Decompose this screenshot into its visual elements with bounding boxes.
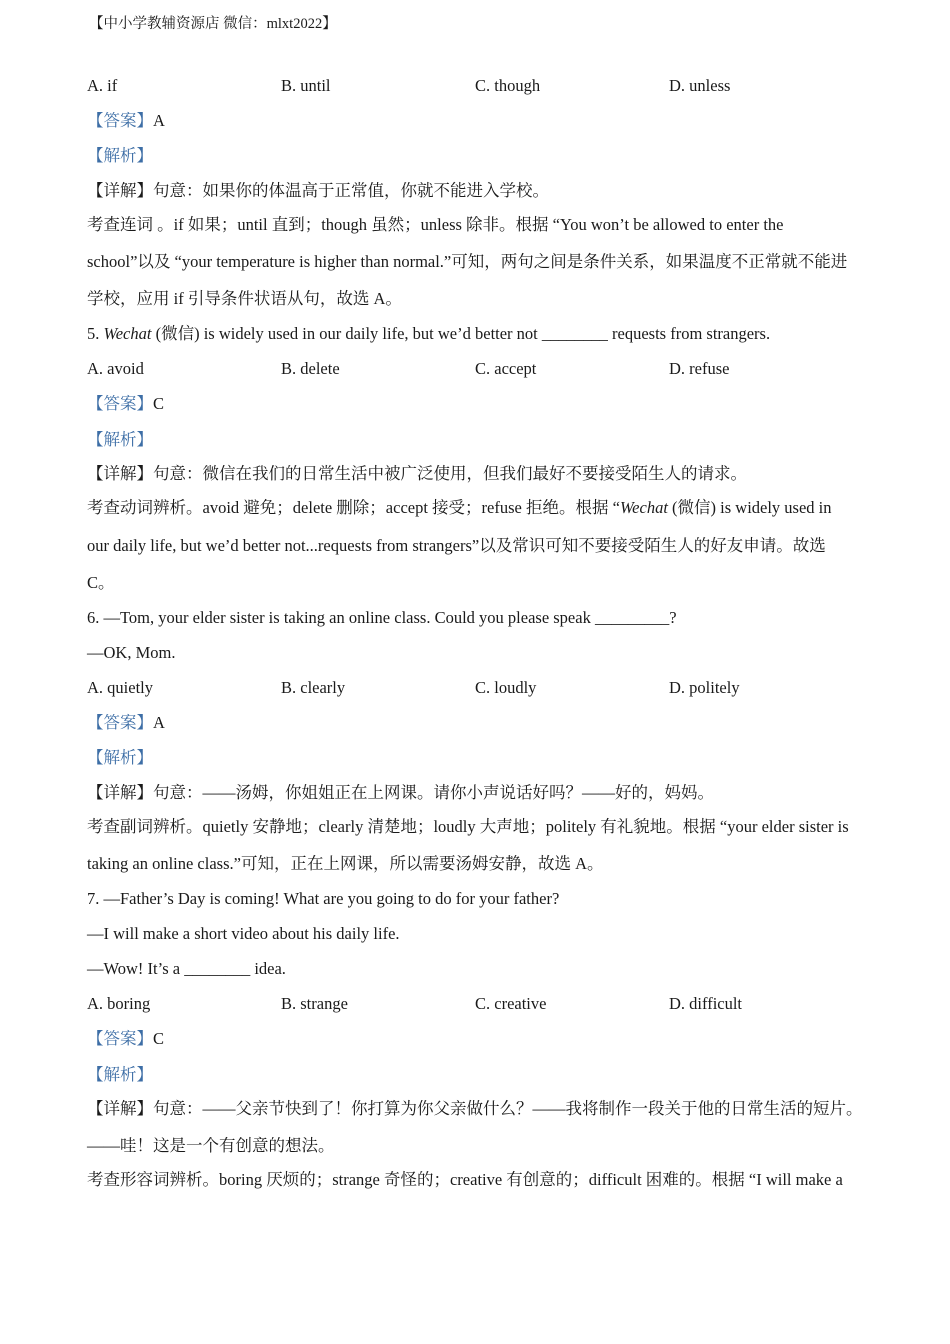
answer-value: C — [153, 394, 165, 413]
q6-option-a: A. quietly — [87, 678, 153, 697]
q7-analysis-tag: 【解析】 — [87, 1065, 153, 1084]
answer-value: A — [153, 111, 165, 130]
q7-dialog-line: —Wow! It’s a ________ idea. — [87, 959, 286, 978]
q5-option-d: D. refuse — [669, 359, 730, 378]
q4-answer — [87, 111, 165, 131]
q5-stem-text: (微信) is widely used in our daily life, but we’d better not ________ requests from strangers. — [151, 324, 771, 343]
q6-option-d: D. politely — [669, 678, 740, 697]
q7-option-b: B. strange — [281, 994, 348, 1013]
q4-detail — [87, 181, 549, 201]
answer-value: A — [153, 713, 165, 732]
q4-analysis-tag: 【解析】 — [87, 146, 153, 165]
q4-explain-line: 学校，应用 if 引导条件状语从句，故选 A。 — [87, 289, 402, 308]
q6-detail — [87, 783, 714, 803]
q6-reply: —OK, Mom. — [87, 643, 176, 662]
q5-explain-line: our daily life, but we’d better not...requests from strangers”以及常识可知不要接受陌生人的好友申请。故选 — [87, 536, 826, 555]
q4-option-b: B. until — [281, 76, 331, 95]
q5-explain-line: C。 — [87, 573, 115, 592]
q5-number: 5. — [87, 324, 104, 343]
detail-tag: 【详解】 — [87, 181, 153, 200]
detail-tag: 【详解】 — [87, 783, 153, 802]
q5-analysis-tag: 【解析】 — [87, 430, 153, 449]
q7-detail-continued: ——哇！这是一个有创意的想法。 — [87, 1136, 335, 1155]
q6-analysis-tag: 【解析】 — [87, 748, 153, 767]
answer-tag: 【答案】 — [87, 713, 153, 732]
q7-option-d: D. difficult — [669, 994, 743, 1013]
explain-italic: Wechat — [619, 498, 668, 517]
answer-tag: 【答案】 — [87, 394, 153, 413]
detail-tag: 【详解】 — [87, 1099, 153, 1118]
q4-explain-line: 考查连词 。if 如果；until 直到；though 虽然；unless 除非。根据 “You won’t be allowed to enter the — [87, 215, 784, 234]
q7-stem: 7. —Father’s Day is coming! What are you going to do for your father? — [87, 889, 560, 908]
q7-answer — [87, 1029, 164, 1049]
explain-text: (微信) is widely used in — [667, 498, 832, 517]
page-header: 【中小学教辅资源店 微信：mlxt2022】 — [89, 16, 337, 32]
q6-explain-line: taking an online class.”可知，正在上网课，所以需要汤姆安静，故选 A。 — [87, 854, 604, 873]
answer-tag: 【答案】 — [87, 1029, 153, 1048]
q5-stem-italic: Wechat — [103, 324, 152, 343]
q7-option-c: C. creative — [475, 994, 547, 1013]
answer-tag: 【答案】 — [87, 111, 153, 130]
answer-value: C — [153, 1029, 165, 1048]
q4-option-a: A. if — [87, 76, 118, 95]
q6-answer — [87, 713, 165, 733]
q7-detail — [87, 1099, 863, 1119]
explain-text: 考查动词辨析。avoid 避免；delete 删除；accept 接受；refuse 拒绝。根据 “ — [87, 498, 620, 517]
q5-option-a: A. avoid — [87, 359, 144, 378]
q6-option-c: C. loudly — [475, 678, 537, 697]
detail-meaning: 句意：微信在我们的日常生活中被广泛使用，但我们最好不要接受陌生人的请求。 — [153, 464, 747, 483]
detail-meaning: 句意：如果你的体温高于正常值，你就不能进入学校。 — [153, 181, 549, 200]
q6-explain-line: 考查副词辨析。quietly 安静地；clearly 清楚地；loudly 大声地；politely 有礼貌地。根据 “your elder sister is — [87, 817, 849, 836]
q5-explain-line — [87, 498, 832, 518]
q4-option-c: C. though — [475, 76, 541, 95]
q5-answer — [87, 394, 164, 414]
q7-explain-line: 考查形容词辨析。boring 厌烦的；strange 奇怪的；creative 有创意的；difficult 困难的。根据 “I will make a — [87, 1170, 843, 1189]
q7-dialog-line: —I will make a short video about his daily life. — [87, 924, 400, 943]
q5-stem — [87, 324, 770, 344]
q4-explain-line: school”以及 “your temperature is higher than normal.”可知，两句之间是条件关系，如果温度不正常就不能进 — [87, 252, 848, 271]
detail-tag: 【详解】 — [87, 464, 153, 483]
detail-meaning: 句意：——汤姆，你姐姐正在上网课。请你小声说话好吗？——好的，妈妈。 — [153, 783, 714, 802]
q5-option-c: C. accept — [475, 359, 537, 378]
q4-option-d: D. unless — [669, 76, 731, 95]
detail-meaning: 句意：——父亲节快到了！你打算为你父亲做什么？——我将制作一段关于他的日常生活的短片。 — [153, 1099, 863, 1118]
q6-stem: 6. —Tom, your elder sister is taking an online class. Could you please speak _________? — [87, 608, 677, 627]
q6-option-b: B. clearly — [281, 678, 346, 697]
q7-option-a: A. boring — [87, 994, 151, 1013]
q5-option-b: B. delete — [281, 359, 340, 378]
q5-detail — [87, 464, 747, 484]
